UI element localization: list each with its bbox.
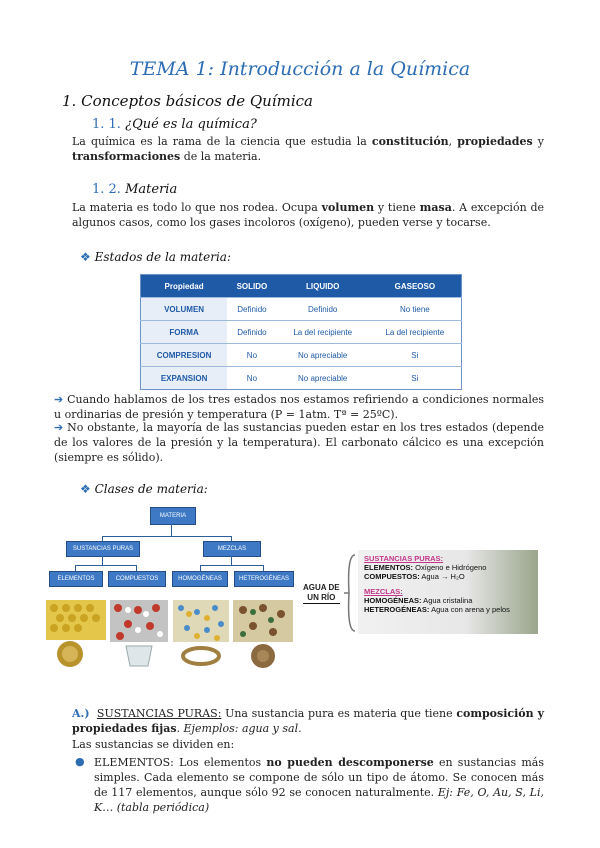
bracket-icon [343, 553, 357, 633]
table-header: Propiedad [141, 275, 228, 298]
elementos-paragraph: ELEMENTOS: Los elementos no pueden descomponerse en sustancias más simples. Cada elemento se compone de sólo un tipo de átomo. Se conocen más de 117 elementos, aunque sólo 92 se conocen naturalmente. Ej: Fe, O, Au, S, Li, K… (tabla periódica) [94, 756, 544, 814]
section-heading-1 [62, 92, 313, 110]
page-title: TEMA 1: Introducción a la Química [129, 58, 471, 80]
diagram-node-homogeneas: HOMOGÉNEAS [172, 571, 228, 587]
diamond-bullet-icon: ❖ [80, 482, 91, 496]
section-number: 1. [62, 92, 77, 110]
diagram-node-heterogeneas: HETEROGÉNEAS [234, 571, 294, 587]
table-header: GASEOSO [369, 275, 462, 298]
diagram-node-elementos: ELEMENTOS [49, 571, 103, 587]
table-header: SOLIDO [227, 275, 277, 298]
subsection-label: Materia [125, 182, 178, 197]
arrow-bullet-icon: ➔ [54, 421, 64, 434]
ejemplo-agua-box: SUSTANCIAS PURAS: ELEMENTOS: Oxígeno e Hidrógeno COMPUESTOS: Agua → H₂O MEZCLAS: HOMOGÉNEAS: Agua cristalina HETEROGÉNEAS: Agua con arena y pelos [358, 550, 538, 634]
paragraph-materia: La materia es todo lo que nos rodea. Ocupa volumen y tiene masa. A excepción de algunos casos, como los gases incoloros (oxígeno), pueden verse y tocarse. [72, 201, 544, 229]
compuestos-photo [110, 600, 168, 668]
table-header: LIQUIDO [277, 275, 369, 298]
section-label: Conceptos básicos de Química [81, 92, 313, 110]
note-2: ➔ No obstante, la mayoría de las sustancias pueden estar en los tres estados (depende de los valores de la presión y la temperatura). El carbonato cálcico es una excepción (siempre es sólido). [54, 421, 544, 464]
paragraph-quimica: La química es la rama de la ciencia que estudia la constitución, propiedades y transformaciones de la materia. [72, 135, 544, 163]
bullet-dot-icon: ● [75, 755, 85, 768]
diamond-bullet-icon: ❖ [80, 250, 91, 264]
sustancias-divide-line: Las sustancias se dividen en: [72, 738, 235, 751]
elementos-photo [46, 600, 106, 668]
subsection-number: 1. 1. [92, 117, 121, 132]
arrow-bullet-icon: ➔ [54, 393, 64, 406]
diagram-node-sustancias-puras: SUSTANCIAS PURAS [66, 541, 140, 557]
section-a-paragraph: A.) SUSTANCIAS PURAS: Una sustancia pura es materia que tiene composición y propiedades fijas. Ejemplos: agua y sal. [72, 707, 544, 735]
homogeneas-photo [173, 600, 229, 668]
estados-table [140, 274, 462, 390]
subsection-heading-2 [92, 182, 177, 197]
clases-heading: ❖ Clases de materia: [80, 482, 208, 496]
estados-heading: ❖ Estados de la materia: [80, 250, 231, 264]
subsection-heading-1 [92, 117, 257, 132]
diagram-node-mezclas: MEZCLAS [203, 541, 261, 557]
table-row: COMPRESION No No apreciable Si [141, 344, 462, 367]
subsection-number: 1. 2. [92, 182, 121, 197]
table-row: FORMA Definido La del recipiente La del recipiente [141, 321, 462, 344]
note-1: ➔ Cuando hablamos de los tres estados nos estamos refiriendo a condiciones normales u ordinarias de presión y temperatura (P = 1atm. Tª = 25ºC). [54, 393, 544, 421]
table-row: VOLUMEN Definido Definido No tiene [141, 298, 462, 321]
diagram-node-compuestos: COMPUESTOS [108, 571, 166, 587]
agua-label: AGUA DE UN RÍO [303, 583, 340, 602]
diagram-node-materia: MATERIA [150, 507, 196, 525]
heterogeneas-photo [233, 600, 293, 668]
table-row: EXPANSION No No apreciable Si [141, 367, 462, 390]
subsection-label: ¿Qué es la química? [125, 117, 257, 132]
